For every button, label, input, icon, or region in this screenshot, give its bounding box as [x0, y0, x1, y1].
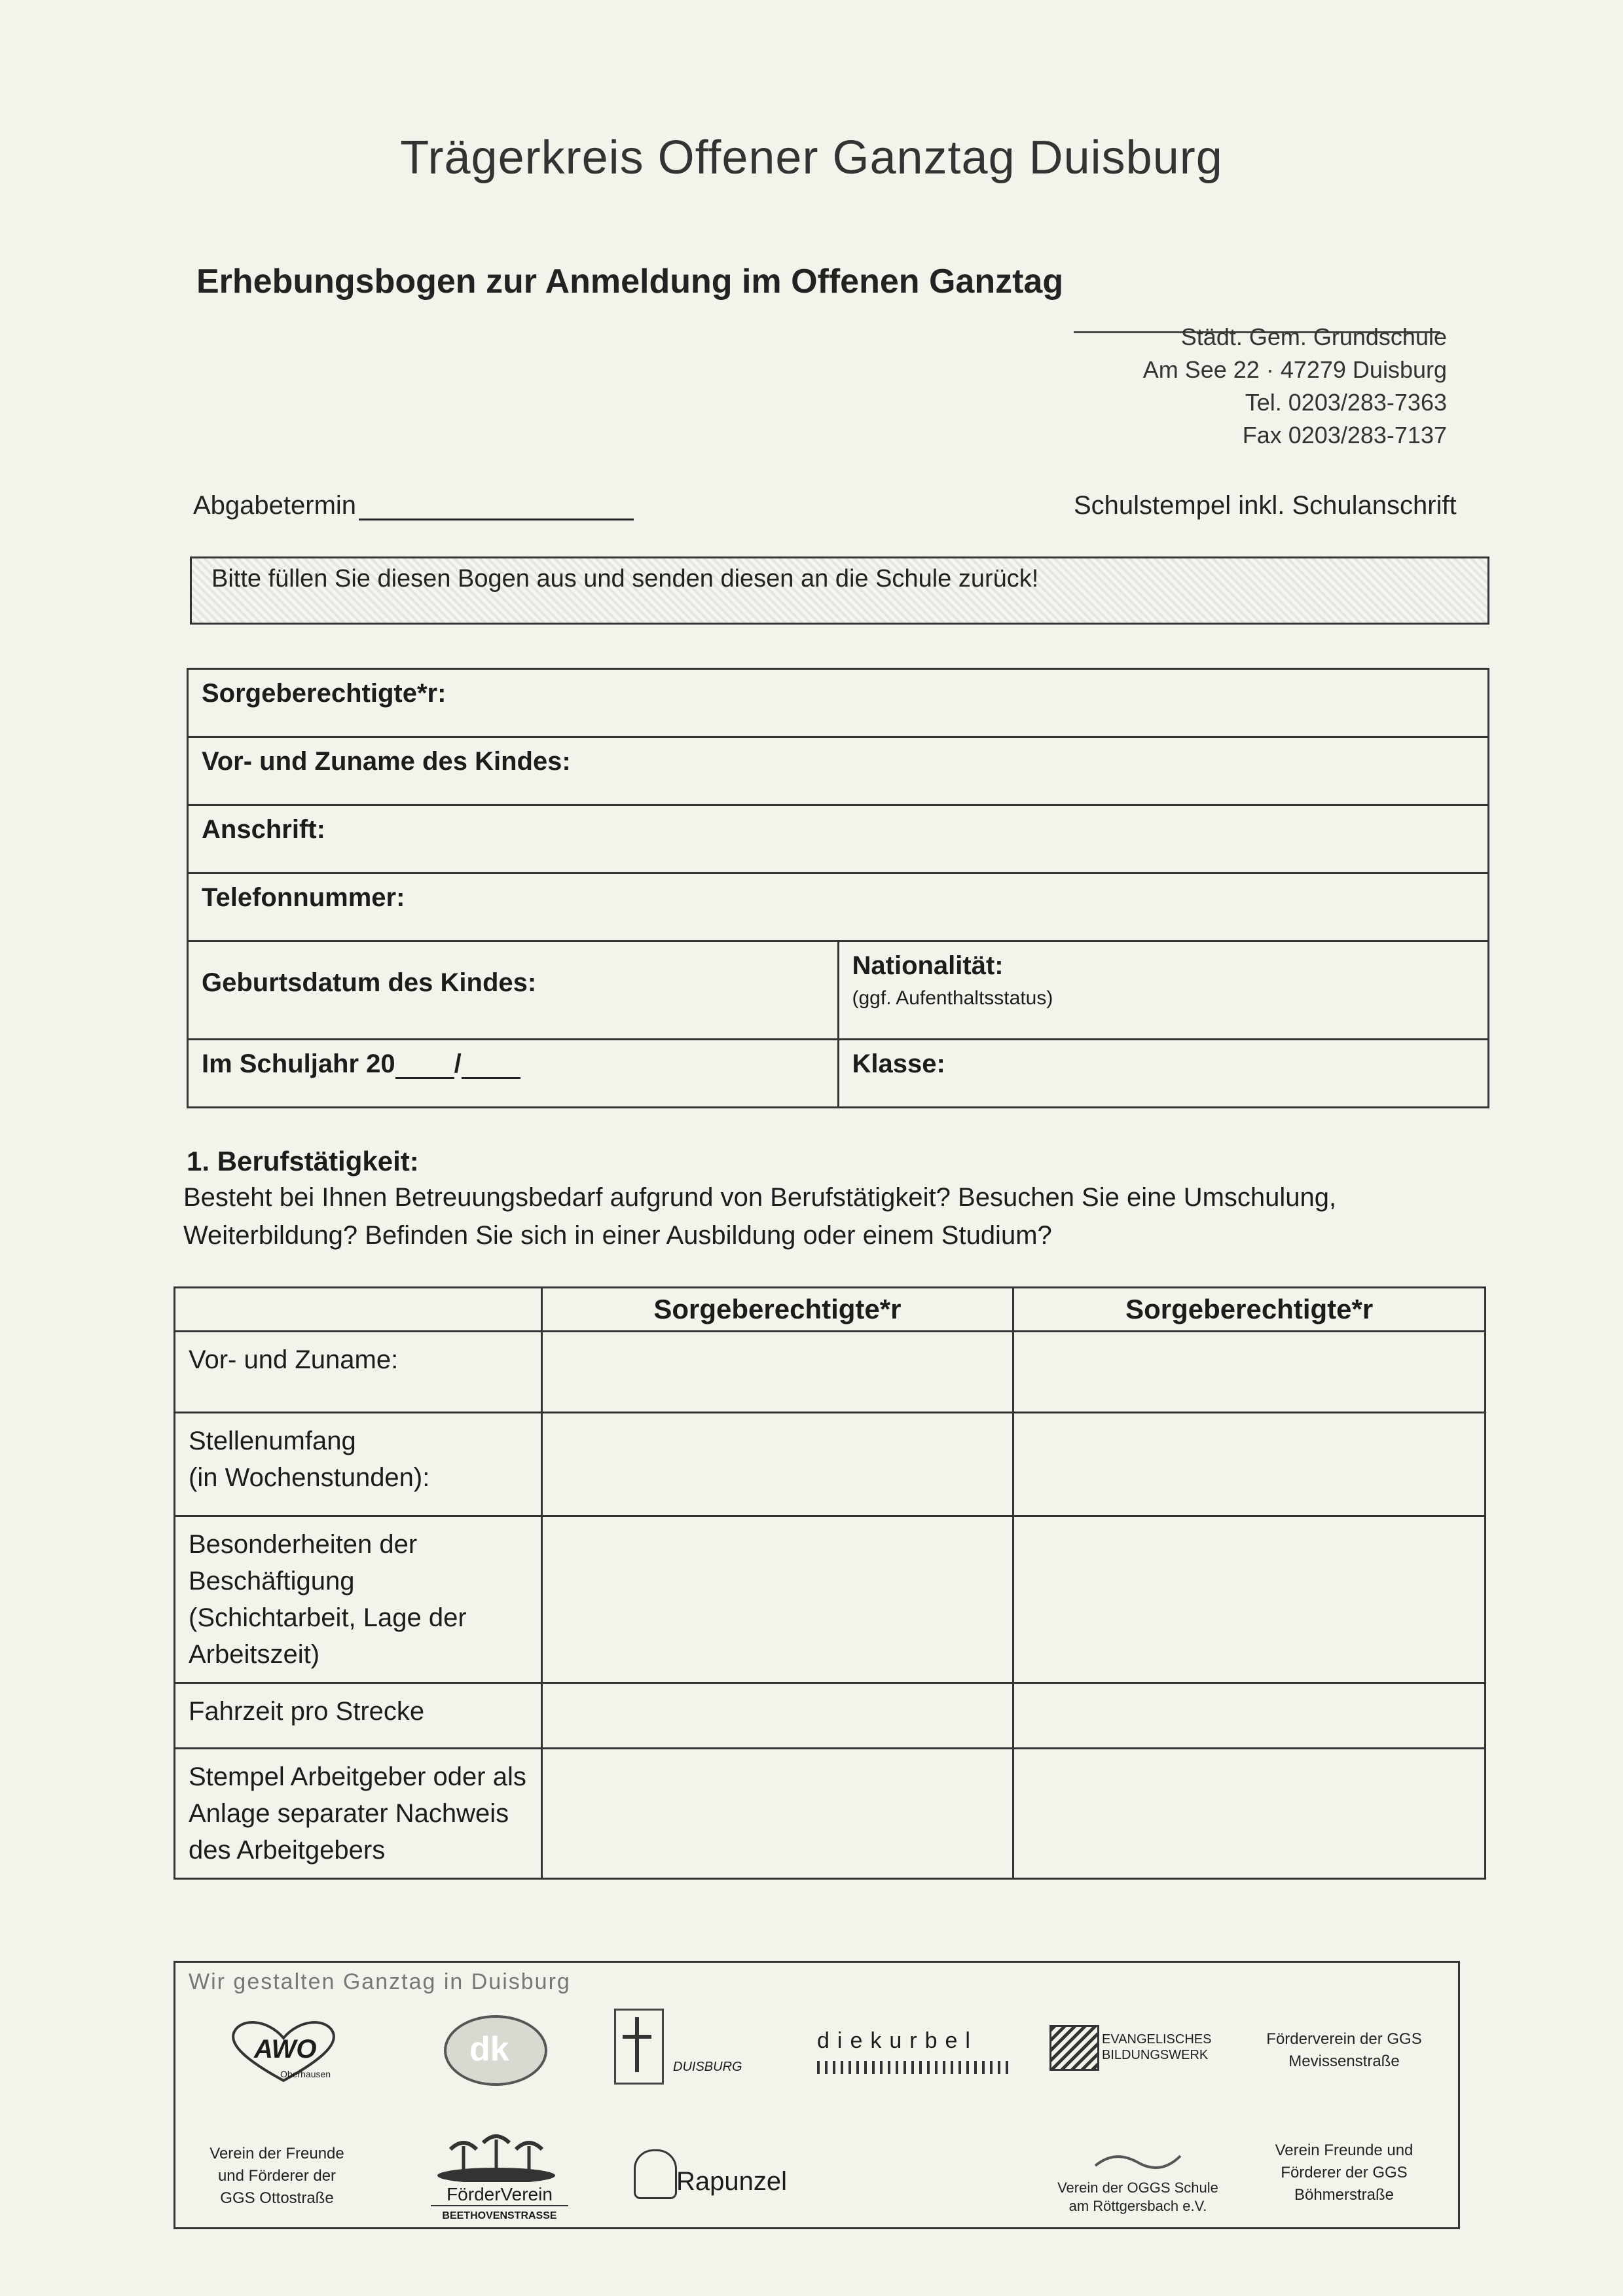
row-label-employer-stamp: Stempel Arbeitgeber oder als Anlage separater Nachweis des Arbeitgebers	[175, 1749, 542, 1879]
class-field[interactable]	[838, 1040, 1489, 1108]
awo-logo-text: AWO	[254, 2035, 317, 2064]
row-label-work-details: Besonderheiten der Beschäftigung (Schichtarbeit, Lage der Arbeitszeit)	[175, 1516, 542, 1683]
footer-slogan: Wir gestalten Ganztag in Duisburg	[189, 1969, 571, 1994]
nationality-field[interactable]	[838, 941, 1489, 1040]
work-details-cell-guardian-1[interactable]	[541, 1516, 1013, 1683]
return-notice-text: Bitte füllen Sie diesen Bogen aus und senden diesen an die Schule zurück!	[211, 565, 1039, 592]
organization-title: Trägerkreis Offener Ganztag Duisburg	[400, 132, 1223, 184]
school-year-field[interactable]	[188, 1040, 839, 1108]
birthdate-field[interactable]	[188, 941, 839, 1040]
verein-ottostrasse: Verein der Freunde und Förderer der GGS Ottostraße	[210, 2145, 344, 2207]
school-year-label: Im Schuljahr 20	[202, 1049, 395, 1078]
employment-table	[173, 1286, 1486, 1880]
hours-cell-guardian-2[interactable]	[1013, 1413, 1486, 1516]
partner-footer	[173, 1961, 1460, 2229]
stamp-address: Am See 22 · 47279 Duisburg	[1142, 356, 1447, 383]
form-title: Erhebungsbogen zur Anmeldung im Offenen Ganztag	[196, 263, 1064, 301]
ev-bildungswerk-logo: EVANGELISCHES BILDUNGSWERK	[1102, 2032, 1212, 2062]
foerderverein-beethoven-logo: FörderVerein	[431, 2184, 568, 2206]
section-1-text: Besteht bei Ihnen Betreuungsbedarf aufgrund von Berufstätigkeit? Besuchen Sie eine Umschulung, Weiterbildung? Befinden Sie sich in einer Ausbildung oder einem Studium?	[183, 1183, 1337, 1250]
row-label-hours: Stellenumfang (in Wochenstunden):	[175, 1413, 542, 1516]
awo-logo	[221, 2015, 346, 2087]
child-name-label: Vor- und Zuname des Kindes:	[202, 747, 571, 776]
row-label-name: Vor- und Zuname:	[175, 1332, 542, 1413]
cross-icon	[616, 2011, 658, 2079]
school-stamp-caption: Schulstempel inkl. Schulanschrift	[1074, 491, 1457, 520]
nationality-label: Nationalität:	[852, 951, 1004, 980]
commute-cell-guardian-2[interactable]	[1013, 1683, 1486, 1749]
child-name-field[interactable]	[188, 737, 1489, 805]
name-cell-guardian-1[interactable]	[541, 1332, 1013, 1413]
address-field[interactable]	[188, 805, 1489, 873]
guardian-label: Sorgeberechtigte*r:	[202, 679, 447, 708]
section-1-heading: 1. Berufstätigkeit:	[187, 1146, 419, 1176]
employer-stamp-cell-guardian-2[interactable]	[1013, 1749, 1486, 1879]
dk-logo	[444, 2015, 547, 2086]
stamp-school-name: Städt. Gem. Grundschule	[1180, 323, 1447, 350]
work-details-cell-guardian-2[interactable]	[1013, 1516, 1486, 1683]
employment-header-guardian-1: Sorgeberechtigte*r	[541, 1288, 1013, 1332]
duisburg-logo-mark	[614, 2009, 664, 2085]
rapunzel-logo: Rapunzel	[676, 2167, 788, 2196]
foerderverein-mevissen: Förderverein der GGS Mevissenstraße	[1266, 2030, 1422, 2070]
verein-roettgersbach: Verein der OGGS Schule am Röttgersbach e.V.	[1057, 2179, 1218, 2214]
school-year-blank-2[interactable]	[462, 1055, 520, 1079]
deadline-label: Abgabetermin	[193, 491, 357, 520]
rapunzel-icon	[634, 2149, 677, 2199]
address-label: Anschrift:	[202, 815, 325, 844]
stamp-fax: Fax 0203/283-7137	[1242, 422, 1447, 448]
school-year-separator: /	[454, 1049, 462, 1078]
return-notice	[190, 556, 1489, 625]
school-stamp	[1021, 321, 1447, 452]
employment-header-empty	[175, 1288, 542, 1332]
foerderverein-beethoven-sub: BEETHOVENSTRASSE	[442, 2210, 557, 2221]
name-cell-guardian-2[interactable]	[1013, 1332, 1486, 1413]
phone-field[interactable]	[188, 873, 1489, 941]
dk-logo-text: dk	[469, 2030, 509, 2068]
ev-bildungswerk-icon	[1049, 2025, 1099, 2071]
phone-label: Telefonnummer:	[202, 883, 405, 912]
row-label-commute: Fahrzeit pro Strecke	[175, 1683, 542, 1749]
kurbel-logo: diekurbel	[817, 2028, 978, 2053]
kurbel-logo-stripes	[817, 2061, 1013, 2074]
employment-header-guardian-2: Sorgeberechtigte*r	[1013, 1288, 1486, 1332]
verein-boehmerstrasse: Verein Freunde und Förderer der GGS Böhmerstraße	[1275, 2141, 1413, 2204]
employer-stamp-cell-guardian-1[interactable]	[541, 1749, 1013, 1879]
deadline-blank[interactable]	[359, 495, 634, 520]
stamp-phone: Tel. 0203/283-7363	[1245, 389, 1447, 416]
roettgersbach-icon	[1092, 2146, 1184, 2172]
commute-cell-guardian-1[interactable]	[541, 1683, 1013, 1749]
child-info-table	[187, 668, 1489, 1108]
school-year-blank-1[interactable]	[395, 1055, 454, 1079]
nationality-hint: (ggf. Aufenthaltsstatus)	[852, 987, 1053, 1009]
hours-cell-guardian-1[interactable]	[541, 1413, 1013, 1516]
deadline-field[interactable]	[193, 491, 634, 520]
guardian-field[interactable]	[188, 669, 1489, 737]
duisburg-logo: DUISBURG	[673, 2060, 742, 2074]
birthdate-label: Geburtsdatum des Kindes:	[202, 968, 537, 997]
class-label: Klasse:	[852, 1049, 945, 1078]
awo-logo-sub: Oberhausen	[280, 2069, 331, 2079]
beethoven-palm-icon	[424, 2130, 568, 2182]
